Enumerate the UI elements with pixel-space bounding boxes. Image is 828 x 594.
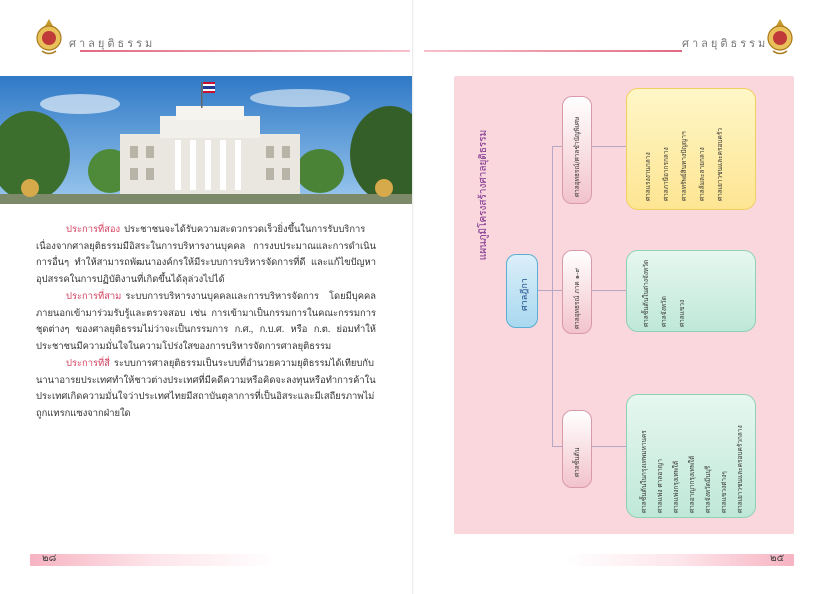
connector xyxy=(592,446,626,447)
paragraph-text: ประชาชนจะได้รับความสะดวกรวดเร็วยิ่งขึ้นในการรับบริการ เนื่องจากศาลยุติธรรมมีอิสระในการบริหารงานบุคคล การงบประมาณและการดำเนินการอื่นๆ ทำให้สามารถพัฒนาองค์กรให้มีระบบการบริหารจัดการที่ดี และแก้ไขปัญหาอุปสรรคในการปฏิบัติงานที่เกิดขึ้นได้ลุล่วงไปได้ xyxy=(36,225,376,285)
court-name-header: ศาลยุติธรรม xyxy=(682,37,769,50)
leaf-box-specialized-courts xyxy=(626,88,756,210)
paragraph-text: ระบบการบริหารงานบุคคลและการบริหารจัดการ โดยมีบุคคลภายนอกเข้ามาร่วมรับรู้และตรวจสอบ เช่น การเข้ามาเป็นกรรมการในคณะกรรมการชุดต่างๆ ของศาลยุติธรรมไม่ว่าจะเป็นกรรมการ ก.ศ., ก.บ.ศ. หรือ ก.ต. ย่อมทำให้ประชาชนมีความมั่นใจในความโปร่งใสของการบริหารจัดการศาลยุติธรรม xyxy=(36,292,376,352)
level-label: ศาลอุทธรณ์ ภาค ๑-๙ xyxy=(573,267,581,329)
page-number: ๒๘ xyxy=(42,553,57,564)
leaf-item: ศาลชั้นต้นในกรุงเทพมหานคร xyxy=(640,430,648,513)
leaf-box-bangkok-courts xyxy=(626,394,756,518)
level-box-appeal-special xyxy=(562,96,592,204)
connector xyxy=(552,146,562,147)
court-building-photo xyxy=(0,76,414,204)
root-label: ศาลฎีกา xyxy=(520,278,530,311)
connector xyxy=(592,146,626,147)
court-emblem-icon xyxy=(34,18,64,56)
connector xyxy=(592,290,626,291)
paragraph-lead: ประการที่สอง xyxy=(66,225,121,235)
leaf-box-provincial-courts xyxy=(626,250,756,332)
connector xyxy=(552,146,553,446)
page-number: ๒๕ xyxy=(770,553,785,564)
paragraph-lead: ประการที่สาม xyxy=(66,292,122,302)
level-label: ศาลอุทธรณ์/ศาลชำนัญพิเศษ xyxy=(573,116,581,197)
connector xyxy=(538,290,552,291)
leaf-item: ศาลจังหวัด xyxy=(660,296,668,327)
leaf-item: ศาลชั้นต้นในต่างจังหวัด xyxy=(642,259,650,327)
level-box-first-instance xyxy=(562,410,592,488)
leaf-item: ศาลแรงงานกลาง xyxy=(644,152,652,201)
leaf-item: ศาลจังหวัดมีนบุรี xyxy=(704,465,712,513)
org-chart-title: แผนภูมิโครงสร้างศาลยุติธรรม xyxy=(478,129,489,261)
paragraph-3 xyxy=(36,289,376,355)
leaf-item: ศาลเยาวชนและครอบครัวกลาง xyxy=(736,425,744,513)
leaf-item: ศาลล้มละลายกลาง xyxy=(698,147,706,201)
level-label: ศาลชั้นต้น xyxy=(573,447,581,477)
connector xyxy=(552,290,562,291)
court-emblem-icon xyxy=(765,18,795,56)
paragraph-text: ระบบการศาลยุติธรรมเป็นระบบที่อำนวยความยุติธรรมได้เทียบกับนานาอารยประเทศทำให้ชาวต่างประเทศที่มีคดีความหรือคิดจะลงทุนหรือทำการค้าในประเทศเกิดความมั่นใจว่าประเทศไทยมีสถาบันตุลาการที่เป็นอิสระและมีเสถียรภาพไม่ถูกแทรกแซงจากฝ่ายใด xyxy=(36,359,376,419)
header-line xyxy=(424,50,682,52)
leaf-item: ศาลเยาวชนและครอบครัว xyxy=(716,128,724,201)
level-box-regional-appeal xyxy=(562,250,592,334)
leaf-item: ศาลแขวง xyxy=(678,299,686,327)
leaf-item: ศาลแพ่ง ศาลอาญา xyxy=(656,459,664,513)
leaf-item: ศาลอาญากรุงเทพใต้ xyxy=(688,455,696,513)
right-page xyxy=(414,0,828,594)
paragraph-2 xyxy=(36,222,376,288)
page-number-bar xyxy=(564,554,794,566)
paragraph-lead: ประการที่สี่ xyxy=(66,359,110,369)
paragraph-4 xyxy=(36,356,376,422)
connector xyxy=(552,446,562,447)
header-line xyxy=(80,50,410,52)
page-number-bar xyxy=(30,554,280,566)
root-box-supreme-court xyxy=(506,254,538,328)
court-name-header: ศาลยุติธรรม xyxy=(69,37,156,50)
leaf-item: ศาลแพ่งกรุงเทพใต้ xyxy=(672,460,680,513)
leaf-item: ศาลทรัพย์สินทางปัญญาฯ xyxy=(680,131,688,201)
leaf-item: ศาลภาษีอากรกลาง xyxy=(662,147,670,201)
leaf-item: ศาลแขวงต่างๆ xyxy=(720,471,728,513)
